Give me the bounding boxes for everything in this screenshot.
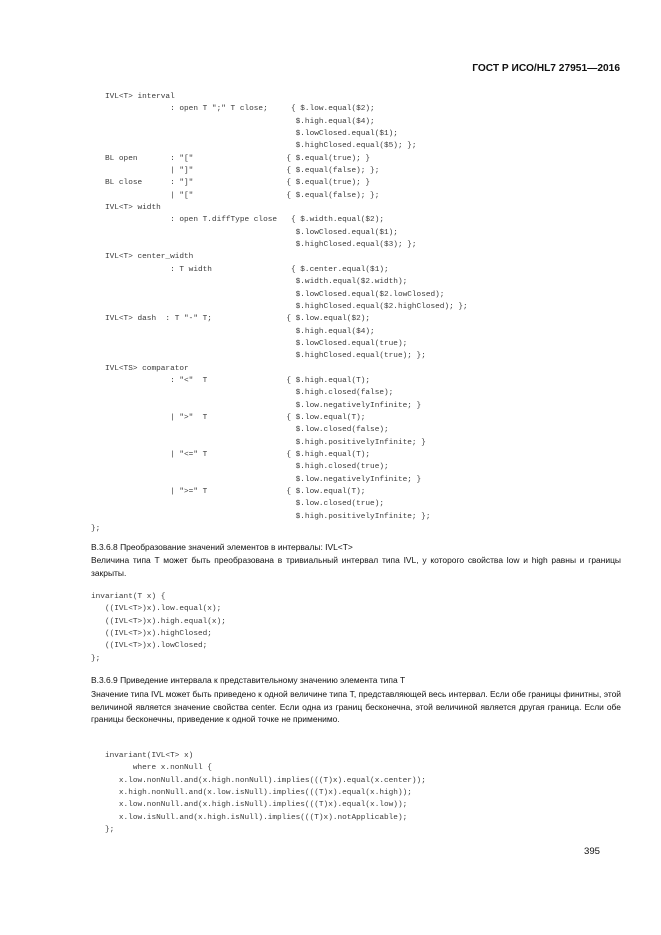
code-line: IVL<T> center_width xyxy=(91,253,194,262)
code-line: $.highClosed.equal($2.highClosed); }; xyxy=(91,302,468,311)
page-header: ГОСТ Р ИСО/HL7 27951—2016 xyxy=(472,63,620,74)
code-line: ((IVL<T>)x).low.equal(x); xyxy=(91,605,222,614)
code-line: invariant(IVL<T> x) xyxy=(91,752,194,760)
code-line: $.lowClosed.equal($2.lowClosed); xyxy=(91,290,445,299)
code-block-invariant-t xyxy=(91,591,226,665)
code-line: $.low.closed(false); xyxy=(91,426,389,435)
code-line: $.high.equal($4); xyxy=(91,117,375,126)
code-line: }; xyxy=(91,525,101,534)
code-line: x.low.isNull.and(x.high.isNull).implies(((T)x).notApplicable); xyxy=(91,813,408,822)
code-line: $.high.equal($4); xyxy=(91,327,375,336)
code-line: $.highClosed.equal($5); }; xyxy=(91,142,417,151)
code-line: $.lowClosed.equal($1); xyxy=(91,130,398,139)
code-line: ((IVL<T>)x).high.equal(x); xyxy=(91,617,226,626)
code-line: : "<" T { $.high.equal(T); xyxy=(91,376,371,385)
code-line: }; xyxy=(91,826,115,835)
code-line: $.low.negativelyInfinite; } xyxy=(91,401,422,410)
code-line: IVL<TS> comparator xyxy=(91,364,189,373)
code-line: ((IVL<T>)x).lowClosed; xyxy=(91,642,208,651)
code-line: x.low.nonNull.and(x.high.nonNull).implies(((T)x).equal(x.center)); xyxy=(91,776,426,785)
section-heading-b3-6-9: B.3.6.9 Приведение интервала к представительному значению элемента типа T xyxy=(91,675,406,685)
code-line: | "[" { $.equal(false); }; xyxy=(91,191,380,200)
code-line: IVL<T> interval xyxy=(91,93,175,101)
code-line: : open T.diffType close { $.width.equal($2); xyxy=(91,216,384,225)
code-line: x.low.nonNull.and(x.high.isNull).implies(((T)x).equal(x.low)); xyxy=(91,801,408,810)
code-block-invariant-ivl xyxy=(91,750,426,836)
code-line: }; xyxy=(91,654,101,663)
code-line: $.highClosed.equal($3); }; xyxy=(91,241,417,250)
code-line: $.lowClosed.equal(true); xyxy=(91,339,408,348)
code-line: : T width { $.center.equal($1); xyxy=(91,265,389,274)
code-line: | ">" T { $.low.equal(T); xyxy=(91,413,366,422)
code-line: $.low.closed(true); xyxy=(91,500,384,509)
code-line: invariant(T x) { xyxy=(91,593,166,601)
code-line: $.highClosed.equal(true); }; xyxy=(91,352,426,361)
code-line: $.low.negativelyInfinite; } xyxy=(91,475,422,484)
code-line: | "]" { $.equal(false); }; xyxy=(91,167,380,176)
section-heading-b3-6-8: B.3.6.8 Преобразование значений элементов в интервалы: IVL<T> xyxy=(91,542,353,552)
code-block-grammar xyxy=(91,91,468,535)
page-number: 395 xyxy=(583,846,600,857)
code-line: : open T ";" T close; { $.low.equal($2); xyxy=(91,105,375,114)
code-line: $.high.positivelyInfinite; } xyxy=(91,438,426,447)
code-line: ((IVL<T>)x).highClosed; xyxy=(91,630,212,639)
code-line: $.high.closed(true); xyxy=(91,463,389,472)
code-line: BL open : "[" { $.equal(true); } xyxy=(91,154,371,163)
code-line: $.high.closed(false); xyxy=(91,389,394,398)
code-line: IVL<T> width xyxy=(91,204,161,213)
section-paragraph-b3-6-9: Значение типа IVL может быть приведено к одной величине типа T, представляющей весь интервал. Если обе границы финитны, этой величиной является значение свойства center. Если одна из границ бесконечна, этой величиной является другая граница. Если обе границы бесконечны, приведение к одной точке не применимо. xyxy=(91,689,621,725)
code-line: $.width.equal($2.width); xyxy=(91,278,408,287)
code-line: BL close : "]" { $.equal(true); } xyxy=(91,179,371,188)
code-line: | ">=" T { $.low.equal(T); xyxy=(91,488,366,496)
code-line: where x.nonNull { xyxy=(91,764,212,773)
code-line: $.high.positivelyInfinite; }; xyxy=(91,512,431,521)
code-line: IVL<T> dash : T "-" T; { $.low.equal($2); xyxy=(91,315,371,324)
section-paragraph-b3-6-8: Величина типа T может быть преобразована в тривиальный интервал типа IVL, у которого свойства low и high равны и границы закрыты. xyxy=(91,555,621,578)
code-line: x.high.nonNull.and(x.low.isNull).implies(((T)x).equal(x.high)); xyxy=(91,789,412,798)
code-line: $.lowClosed.equal($1); xyxy=(91,228,398,237)
code-line: | "<=" T { $.high.equal(T); xyxy=(91,450,371,459)
